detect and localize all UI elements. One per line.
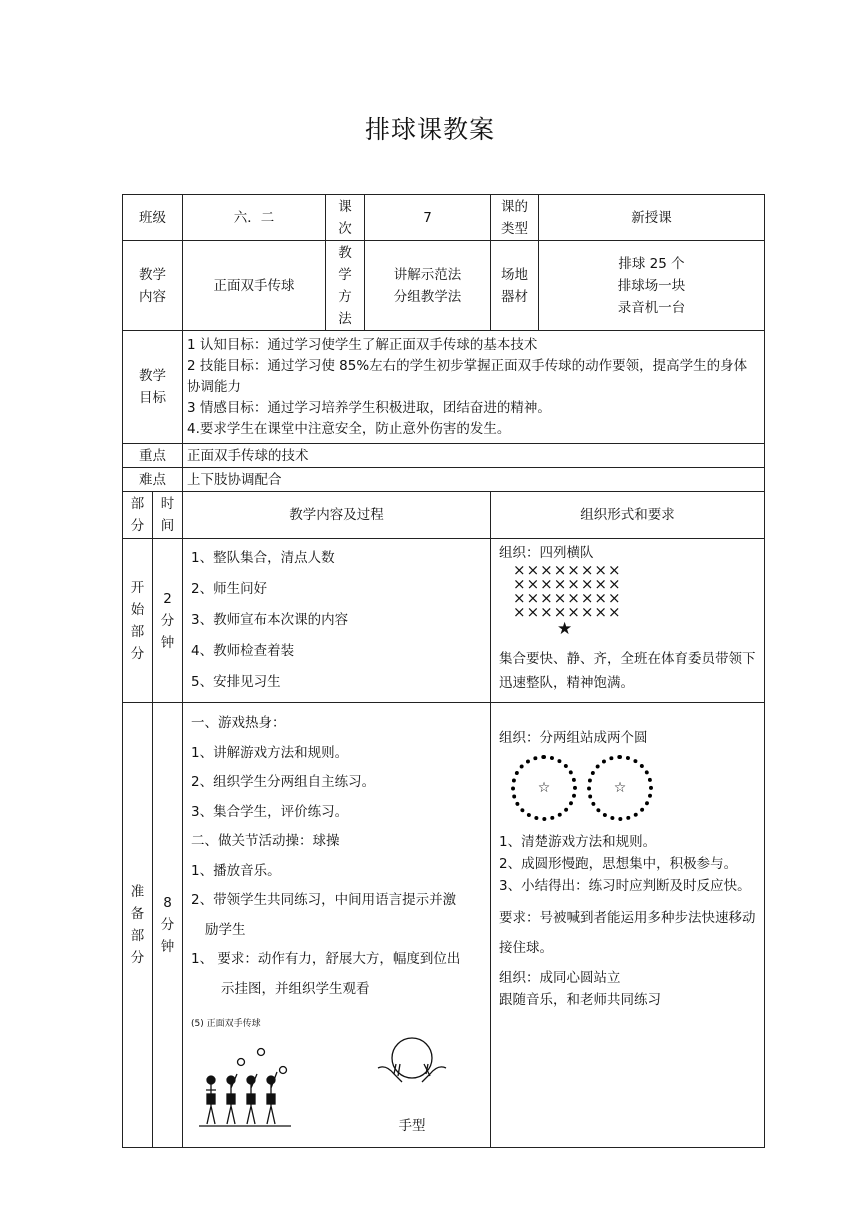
circle-formation [511, 755, 756, 821]
formation-note: 集合要快、静、齐，全班在体育委员带领下迅速整队，精神饱满。 [499, 651, 756, 691]
goals-label: 教学 目标 [123, 331, 183, 444]
column-header-row [123, 492, 765, 539]
equipment-label: 场地 器材 [491, 241, 539, 331]
section-prep-part: 准 备 部 分 [123, 703, 153, 1148]
list-item: 示挂图，并组织学生观看 [221, 980, 370, 997]
lesson-plan-table [122, 194, 765, 1148]
list-item: 二、做关节活动操：球操 [191, 833, 340, 849]
page-title: 排球课教案 [364, 115, 495, 144]
list-item: 4、教师检查着装 [191, 643, 295, 659]
org2-line1: 组织：成同心圆站立 [499, 970, 621, 986]
content-label: 教学 内容 [123, 241, 183, 331]
list-item: 2、师生问好 [191, 581, 268, 597]
method-label: 教 学 方 法 [326, 241, 365, 331]
org-point: 1、清楚游戏方法和规则。 [499, 834, 657, 850]
list-item: 3、集合学生，评价练习。 [191, 803, 349, 820]
formation-row: ×××××××× [513, 561, 622, 579]
requirement-text: 要求：号被喊到者能运用多种步法快速移动接住球。 [499, 910, 756, 956]
star-outline-icon: ☆ [537, 780, 551, 796]
formation-title: 组织：四列横队 [499, 545, 594, 561]
content-value: 正面双手传球 [183, 241, 326, 331]
list-item: 2、带领学生共同练习，中间用语言提示并激 [191, 892, 457, 908]
class-value: 六．二 [183, 195, 326, 241]
section-start-row [123, 539, 765, 703]
header-row [123, 195, 765, 241]
list-item: 一、游戏热身： [191, 715, 286, 731]
list-item: 1、 要求：动作有力，舒展大方，幅度到位出 [191, 951, 461, 967]
section-prep-content [183, 703, 491, 1148]
players-figure [191, 1010, 301, 1141]
figure-caption: (5) 正面双手传球 [191, 1019, 261, 1029]
key-point-value: 正面双手传球的技术 [183, 444, 765, 468]
formation-row: ×××××××× [513, 575, 622, 593]
section-prep-row [123, 703, 765, 1148]
part-header: 部 分 [123, 492, 153, 539]
goal-item: 1 认知目标：通过学习使学生了解正面双手传球的基本技术 [187, 336, 538, 353]
hand-figure [372, 1034, 452, 1141]
star-outline-icon: ☆ [613, 780, 627, 796]
org-point: 3、小结得出：练习时应判断及时反应快。 [499, 878, 751, 894]
section-prep-org [491, 703, 765, 1148]
players-illustration [191, 1040, 301, 1130]
list-item: 1、整队集合，清点人数 [191, 550, 335, 566]
difficulty-row [123, 468, 765, 492]
section-prep-time: 8 分 钟 [153, 703, 183, 1148]
goal-item: 3 情感目标：通过学习培养学生积极进取，团结奋进的精神。 [187, 399, 551, 416]
figures [191, 1010, 482, 1141]
lesson-type-value: 新授课 [539, 195, 765, 241]
formation-row: ×××××××× [513, 603, 622, 621]
difficulty-label: 难点 [123, 468, 183, 492]
section-start-content [183, 539, 491, 703]
content-row [123, 241, 765, 331]
lesson-no-label: 课 次 [326, 195, 365, 241]
lesson-type-label: 课的 类型 [491, 195, 539, 241]
list-item: 1、播放音乐。 [191, 862, 281, 879]
org-header: 组织形式和要求 [491, 492, 765, 539]
list-item: 励学生 [205, 921, 246, 938]
goal-item: 2 技能目标：通过学习使 85%左右的学生初步掌握正面双手传球的动作要领，提高学生的身体协调能力 [187, 357, 748, 395]
list-item: 3、教师宣布本次课的内容 [191, 612, 349, 628]
list-item: 5、安排见习生 [191, 674, 281, 690]
key-point-row [123, 444, 765, 468]
section-start-time: 2 分 钟 [153, 539, 183, 703]
circle-group [511, 755, 577, 821]
org2-line2: 跟随音乐，和老师共同练习 [499, 992, 661, 1008]
time-header: 时 间 [153, 492, 183, 539]
list-item: 1、讲解游戏方法和规则。 [191, 744, 349, 761]
goals-row [123, 331, 765, 444]
goal-item: 4.要求学生在课堂中注意安全，防止意外伤害的发生。 [187, 420, 511, 437]
key-point-label: 重点 [123, 444, 183, 468]
formation-row: ×××××××× [513, 589, 622, 607]
section-start-org [491, 539, 765, 703]
circle-group [587, 755, 653, 821]
hand-shape-illustration [372, 1034, 452, 1090]
org-point: 2、成圆形慢跑，思想集中，积极参与。 [499, 856, 738, 872]
class-label: 班级 [123, 195, 183, 241]
list-item: 2、组织学生分两组自主练习。 [191, 774, 376, 790]
equipment-value: 排球 25 个 排球场一块 录音机一台 [539, 241, 765, 331]
lesson-no-value: 7 [365, 195, 491, 241]
goals-list [183, 331, 765, 444]
teacher-star-icon: ★ [557, 619, 573, 639]
difficulty-value: 上下肢协调配合 [183, 468, 765, 492]
content-header: 教学内容及过程 [183, 492, 491, 539]
circle-org-title: 组织：分两组站成两个圆 [499, 730, 648, 746]
method-value: 讲解示范法 分组教学法 [365, 241, 491, 331]
section-start-part: 开 始 部 分 [123, 539, 153, 703]
hand-caption: 手型 [398, 1117, 426, 1134]
